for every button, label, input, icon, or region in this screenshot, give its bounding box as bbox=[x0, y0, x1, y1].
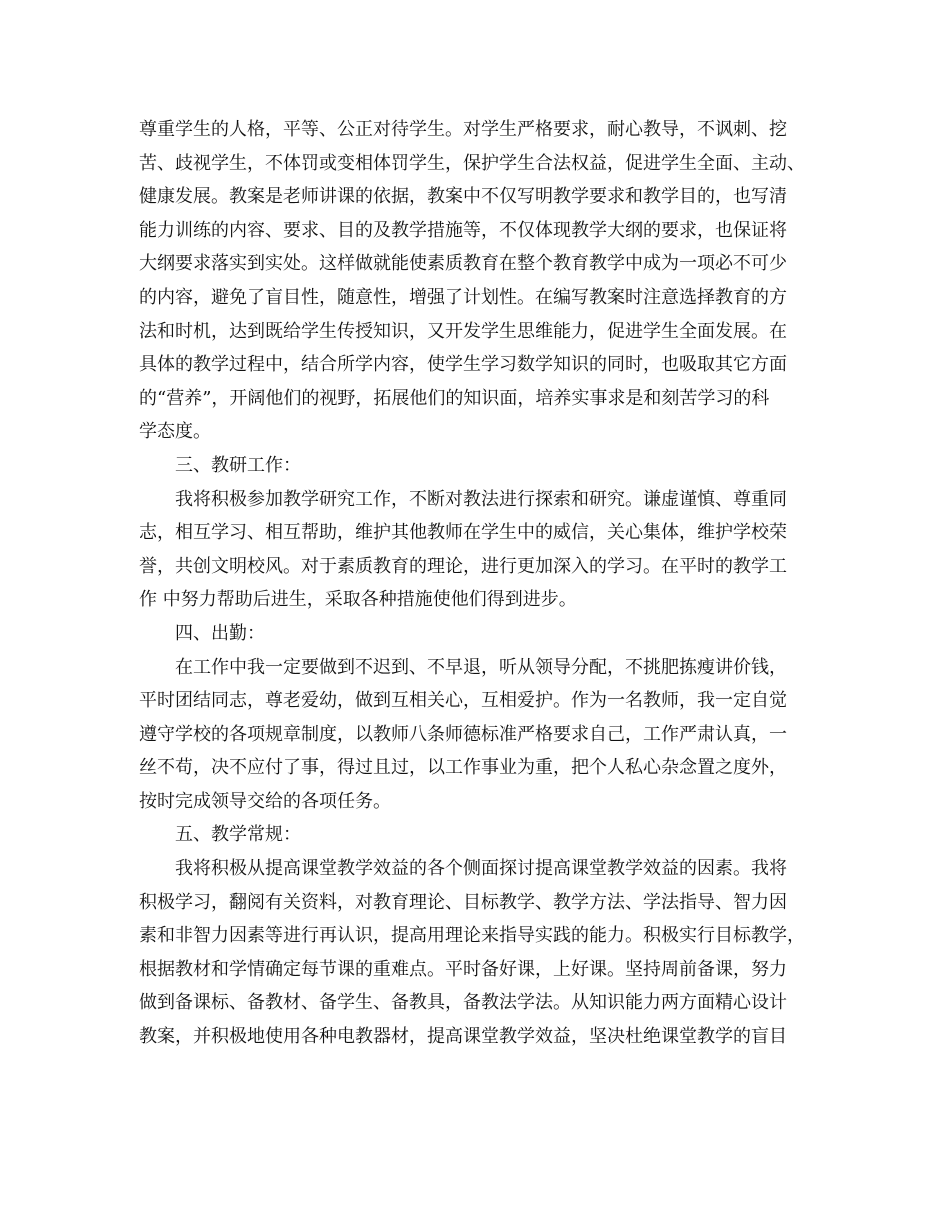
paragraph-line-indented: 三、教研工作： bbox=[175, 454, 301, 476]
paragraph-line-indented: 我将积极参加教学研究工作，不断对教法进行探索和研究。谦虚谨慎、尊重同 bbox=[175, 488, 787, 510]
paragraph-line: 誉，共创文明校风。对于素质教育的理论，进行更加深入的学习。在平时的教学工 bbox=[139, 555, 787, 577]
paragraph-line: 健康发展。教案是老师讲课的依据，教案中不仅写明教学要求和教学目的，也写清 bbox=[139, 186, 787, 208]
paragraph-line: 具体的教学过程中，结合所学内容，使学生学习数学知识的同时，也吸取其它方面 bbox=[139, 354, 787, 376]
paragraph-line: 积极学习，翻阅有关资料，对教育理论、目标教学、教学方法、学法指导、智力因 bbox=[139, 891, 787, 913]
paragraph-line: 教案，并积极地使用各种电教器材，提高课堂教学效益，坚决杜绝课堂教学的盲目 bbox=[139, 1026, 787, 1048]
paragraph-line: 作 中努力帮助后进生，采取各种措施使他们得到进步。 bbox=[139, 589, 577, 611]
paragraph-line: 根据教材和学情确定每节课的重难点。平时备好课，上好课。坚持周前备课，努力 bbox=[139, 958, 787, 980]
paragraph-line: 学态度。 bbox=[139, 421, 211, 443]
paragraph-line-indented: 在工作中我一定要做到不迟到、不早退，听从领导分配，不挑肥拣瘦讲价钱， bbox=[175, 656, 787, 678]
paragraph-line: 的“营养”，开阔他们的视野，拓展他们的知识面，培养实事求是和刻苦学习的科 bbox=[139, 387, 770, 409]
paragraph-line: 遵守学校的各项规章制度，以教师八条师德标准严格要求自己，工作严肃认真，一 bbox=[139, 723, 787, 745]
paragraph-line: 按时完成领导交给的各项任务。 bbox=[139, 790, 391, 812]
paragraph-line: 素和非智力因素等进行再认识，提高用理论来指导实践的能力。积极实行目标教学， bbox=[139, 925, 805, 947]
paragraph-line: 大纲要求落实到实处。这样做就能使素质教育在整个教育教学中成为一项必不可少 bbox=[139, 253, 787, 275]
paragraph-line: 丝不苟，决不应付了事，得过且过，以工作事业为重，把个人私心杂念置之度外， bbox=[139, 757, 787, 779]
document-body bbox=[139, 113, 829, 1054]
paragraph-line-indented: 我将积极从提高课堂教学效益的各个侧面探讨提高课堂教学效益的因素。我将 bbox=[175, 858, 787, 880]
paragraph-line: 尊重学生的人格，平等、公正对待学生。对学生严格要求，耐心教导，不讽刺、挖 bbox=[139, 119, 787, 140]
paragraph-line: 法和时机，达到既给学生传授知识，又开发学生思维能力，促进学生全面发展。在 bbox=[139, 320, 787, 342]
paragraph-line-indented: 五、教学常规： bbox=[175, 824, 301, 846]
paragraph-line: 平时团结同志，尊老爱幼，做到互相关心，互相爱护。作为一名教师，我一定自觉 bbox=[139, 690, 787, 712]
paragraph-line: 的内容，避免了盲目性，随意性，增强了计划性。在编写教案时注意选择教育的方 bbox=[139, 286, 787, 308]
paragraph-line: 苦、歧视学生，不体罚或变相体罚学生，保护学生合法权益，促进学生全面、主动、 bbox=[139, 152, 805, 174]
paragraph-line: 做到备课标、备教材、备学生、备教具，备教法学法。从知识能力两方面精心设计 bbox=[139, 992, 787, 1014]
paragraph-line-indented: 四、出勤： bbox=[175, 622, 265, 644]
paragraph-line: 志，相互学习、相互帮助，维护其他教师在学生中的威信，关心集体，维护学校荣 bbox=[139, 522, 787, 544]
paragraph-line: 能力训练的内容、要求、目的及教学措施等，不仅体现教学大纲的要求，也保证将 bbox=[139, 219, 787, 241]
